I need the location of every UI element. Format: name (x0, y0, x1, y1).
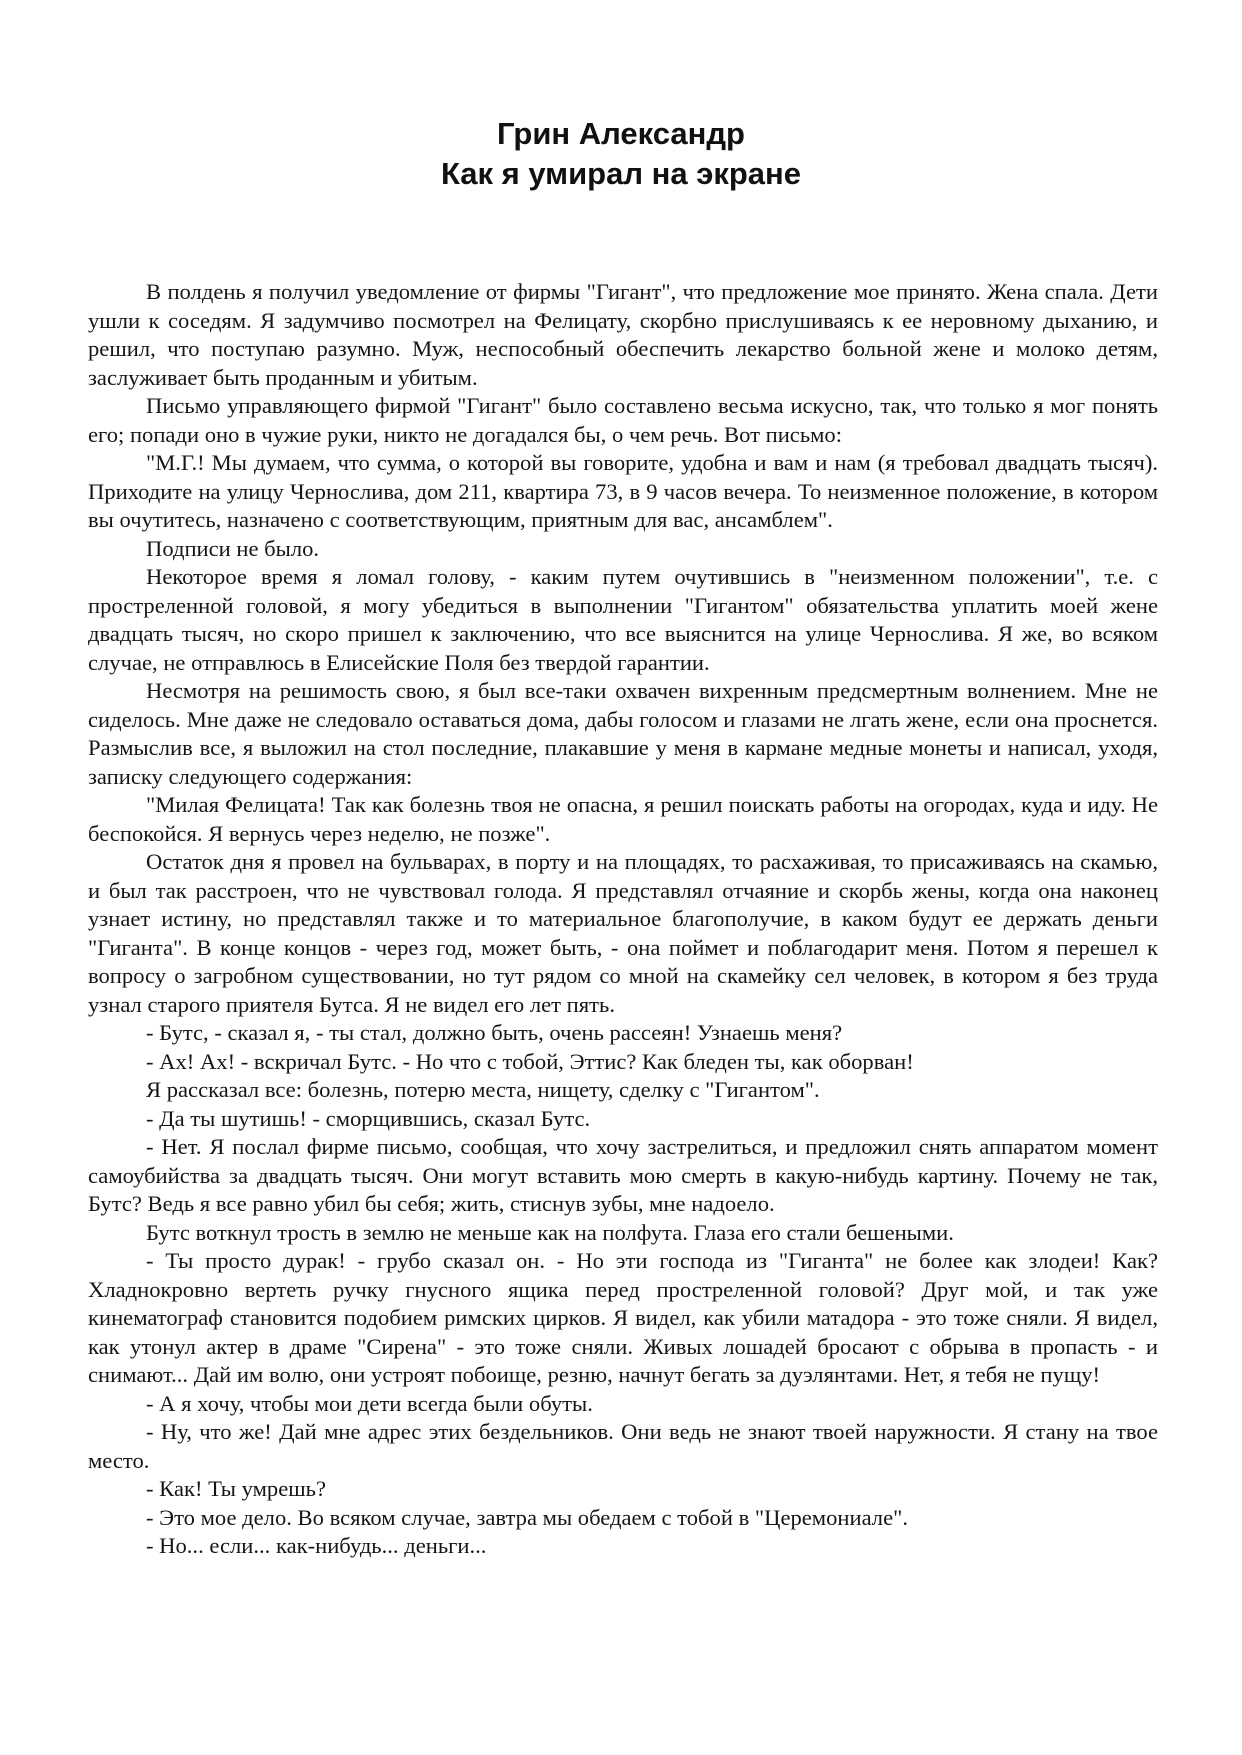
paragraph: - Бутс, - сказал я, - ты стал, должно быть, очень рассеян! Узнаешь меня? (146, 1020, 843, 1045)
paragraph: В полдень я получил уведомление от фирмы "Гигант", что предложение мое принято. Жена спала. Дети ушли к соседям. Я задумчиво посмотрел на Фелицату, скорбно прислушиваясь к ее неровному дыханию, и решил, что поступаю разумно. Муж, неспособный обеспечить лекарство больной жене и молоко детям, заслуживает быть проданным и убитым. (88, 279, 1158, 390)
paragraph: Остаток дня я провел на бульварах, в порту и на площадях, то расхаживая, то присаживаясь на скамью, и был так расстроен, что не чувствовал голода. Я представлял отчаяние и скорбь жены, когда она наконец узнает истину, но представлял также и то материальное благополучие, в каком будут ее держать деньги "Гиганта". В конце концов - через год, может быть, - она поймет и поблагодарит меня. Потом я перешел к вопросу о загробном существовании, но тут рядом со мной на скамейку сел человек, в котором я без труда узнал старого приятеля Бутса. Я не видел его лет пять. (88, 849, 1158, 1017)
story-title: Как я умирал на экране (440, 156, 802, 191)
paragraph: - Это мое дело. Во всяком случае, завтра мы обедаем с тобой в "Церемониале". (146, 1504, 908, 1530)
paragraph: Некоторое время я ломал голову, - каким путем очутившись в "неизменном положении", т.е. с простреленной головой, я могу убедиться в выполнении "Гигантом" обязательства уплатить моей жене двадцать тысяч, но скоро пришел к заключению, что все выяснится на улице Чернослива. Я же, во всяком случае, не отправлюсь в Елисейские Поля без твердой гарантии. (88, 564, 1158, 675)
paragraph: - Нет. Я послал фирме письмо, сообщая, что хочу застрелиться, и предложил снять аппаратом момент самоубийства за двадцать тысяч. Они могут вставить мою смерть в какую-нибудь картину. Почему не так, Бутс? Ведь я все равно убил бы себя; жить, стиснув зубы, мне надоело. (88, 1134, 1158, 1216)
paragraph: Письмо управляющего фирмой "Гигант" было составлено весьма искусно, так, что только я мог понять его; попади оно в чужие руки, никто не догадался бы, о чем речь. Вот письмо: (88, 393, 1158, 447)
title-block (0, 114, 1242, 194)
paragraph: Несмотря на решимость свою, я был все-таки охвачен вихренным предсмертным волнением. Мне не сиделось. Мне даже не следовало оставаться дома, дабы голосом и глазами не лгать жене, если она проснется. Размыслив все, я выложил на стол последние, плакавшие у меня в кармане медные монеты и написал, уходя, записку следующего содержания: (88, 678, 1158, 789)
paragraph: Бутс воткнул трость в землю не меньше как на полфута. Глаза его стали бешеными. (146, 1219, 954, 1245)
paragraph: - Как! Ты умрешь? (146, 1476, 326, 1501)
paragraph: - Да ты шутишь! - сморщившись, сказал Бутс. (146, 1105, 591, 1131)
paragraph: - А я хочу, чтобы мои дети всегда были обуты. (146, 1390, 593, 1416)
author-name: Грин Александр (497, 116, 745, 151)
paragraph: - Ах! Ах! - вскричал Бутс. - Но что с тобой, Эттис? Как бледен ты, как оборван! (146, 1048, 914, 1074)
story-body (88, 278, 1158, 1561)
paragraph: - Ну, что же! Дай мне адрес этих бездельников. Они ведь не знают твоей наружности. Я стану на твое место. (88, 1419, 1158, 1473)
paragraph: "М.Г.! Мы думаем, что сумма, о которой вы говорите, удобна и вам и нам (я требовал двадцать тысяч). Приходите на улицу Чернослива, дом 211, квартира 73, в 9 часов вечера. То неизменное положение, в котором вы очутитесь, назначено с соответствующим, приятным для вас, ансамблем". (88, 450, 1158, 532)
paragraph: - Но... если... как-нибудь... деньги... (146, 1533, 487, 1558)
paragraph: Подписи не было. (146, 535, 320, 561)
paragraph: Я рассказал все: болезнь, потерю места, нищету, сделку с "Гигантом". (146, 1077, 820, 1102)
paragraph: - Ты просто дурак! - грубо сказал он. - Но эти господа из "Гиганта" не более как злодеи! Как? Хладнокровно вертеть ручку гнусного ящика перед простреленной головой? Друг мой, и так уже кинематограф становится подобием римских цирков. Я видел, как убили матадора - это тоже сняли. Я видел, как утонул актер в драме "Сирена" - это тоже сняли. Живых лошадей бросают с обрыва в пропасть - и снимают... Дай им волю, они устроят побоище, резню, начнут бегать за дуэлянтами. Нет, я тебя не пущу! (88, 1248, 1158, 1387)
paragraph: "Милая Фелицата! Так как болезнь твоя не опасна, я решил поискать работы на огородах, куда и иду. Не беспокойся. Я вернусь через неделю, не позже". (88, 792, 1158, 846)
